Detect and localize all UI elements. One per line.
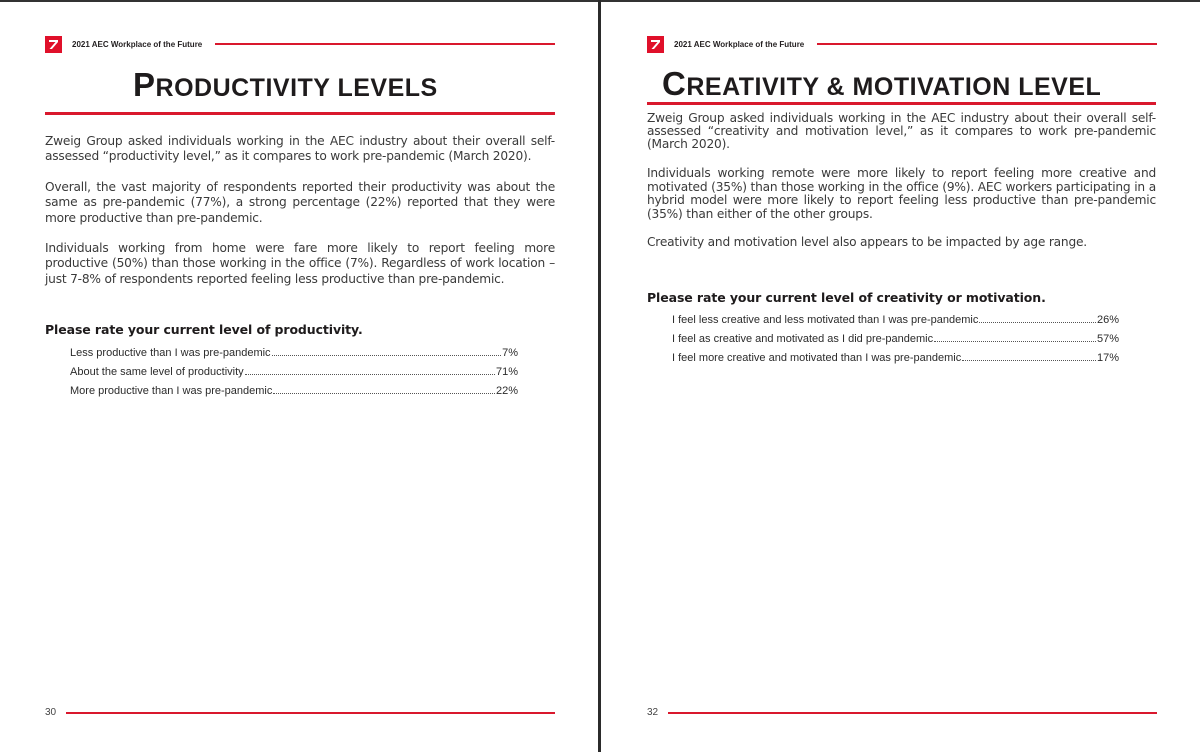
page-30 bbox=[0, 2, 598, 752]
response-row bbox=[70, 360, 518, 378]
paragraph-overall: Overall, the vast majority of respondents reported their productivity was about the same as pre-pandemic (77%), a strong percentage (22%) reported that they were more productive than pre-pandemic. bbox=[45, 180, 555, 225]
header-title: 2021 AEC Workplace of the Future bbox=[72, 39, 203, 49]
response-label: More productive than I was pre-pandemic bbox=[70, 385, 273, 397]
response-value: 57% bbox=[1096, 333, 1119, 345]
response-value: 71% bbox=[495, 366, 518, 378]
response-row bbox=[70, 379, 518, 397]
response-value: 26% bbox=[1096, 314, 1119, 326]
title-rest: REATIVITY & MOTIVATION LEVEL bbox=[686, 73, 1102, 101]
title-initial: P bbox=[133, 66, 156, 103]
running-header bbox=[45, 35, 555, 53]
response-value: 7% bbox=[502, 347, 518, 359]
response-value: 22% bbox=[495, 385, 518, 397]
dot-leader bbox=[273, 393, 495, 394]
response-value: 17% bbox=[1096, 352, 1119, 364]
zweig-logo-icon bbox=[647, 36, 664, 53]
running-header bbox=[647, 35, 1157, 53]
header-rule bbox=[215, 43, 555, 45]
paragraph-remote: Individuals working remote were more likely to report feeling more creative and motivated (35%) than those working in the office (9%). AEC workers participating in a hybrid model were more likely to report feeling less productive than pre-pandemic (35%) than either of the other groups. bbox=[647, 166, 1156, 221]
response-label: I feel more creative and motivated than I was pre-pandemic bbox=[672, 352, 962, 364]
paragraph-intro: Zweig Group asked individuals working in the AEC industry about their overall self-assessed “creativity and motivation level,” as it compares to work pre-pandemic (March 2020). bbox=[647, 111, 1156, 151]
survey-question: Please rate your current level of productivity. bbox=[45, 322, 363, 337]
page-title bbox=[662, 65, 1101, 103]
page-number: 32 bbox=[647, 707, 659, 718]
response-row bbox=[672, 327, 1119, 345]
paragraph-intro: Zweig Group asked individuals working in the AEC industry about their overall self-assessed “productivity level,” as it compares to work pre-pandemic (March 2020). bbox=[45, 134, 555, 164]
paragraph-location: Individuals working from home were fare more likely to report feeling more productive (50%) than those working in the office (7%). Regardless of work location – just 7-8% of respondents reported feeling less productive than pre-pandemic. bbox=[45, 241, 555, 286]
page-footer bbox=[45, 707, 555, 718]
title-rest: RODUCTIVITY LEVELS bbox=[155, 74, 438, 102]
header-rule bbox=[817, 43, 1157, 45]
page-32 bbox=[601, 2, 1200, 752]
title-rule bbox=[45, 112, 555, 115]
response-row bbox=[70, 341, 518, 359]
response-label: I feel as creative and motivated as I did pre-pandemic bbox=[672, 333, 934, 345]
response-label: I feel less creative and less motivated than I was pre-pandemic bbox=[672, 314, 979, 326]
zweig-logo-icon bbox=[45, 36, 62, 53]
dot-leader bbox=[934, 341, 1096, 342]
page-title bbox=[133, 66, 438, 104]
header-title: 2021 AEC Workplace of the Future bbox=[674, 39, 805, 49]
title-rule bbox=[647, 102, 1156, 105]
footer-rule bbox=[668, 712, 1157, 714]
footer-rule bbox=[66, 712, 555, 714]
dot-leader bbox=[245, 374, 495, 375]
dot-leader bbox=[272, 355, 502, 356]
response-row bbox=[672, 346, 1119, 364]
paragraph-age: Creativity and motivation level also appears to be impacted by age range. bbox=[647, 235, 1087, 249]
survey-question: Please rate your current level of creativity or motivation. bbox=[647, 290, 1046, 305]
response-label: About the same level of productivity bbox=[70, 366, 244, 378]
title-initial: C bbox=[662, 65, 687, 102]
dot-leader bbox=[979, 322, 1096, 323]
page-footer bbox=[647, 707, 1157, 718]
page-number: 30 bbox=[45, 707, 57, 718]
dot-leader bbox=[962, 360, 1096, 361]
response-label: Less productive than I was pre-pandemic bbox=[70, 347, 271, 359]
response-row bbox=[672, 308, 1119, 326]
